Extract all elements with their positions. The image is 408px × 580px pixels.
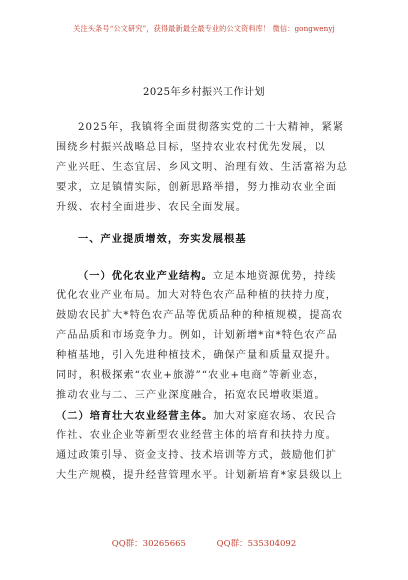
sub-2-line-4: 大生产规模，提升经营管理水平。计划新培育*家县级以上 <box>56 470 344 481</box>
section-1-heading: 一、产业提质增效，夯实发展根基 <box>78 233 247 245</box>
sub-1-line-6: 同时，积极探索“农业+旅游”“农业+电商”等新业态， <box>56 370 325 381</box>
sub-1-label: （一）优化农业产业结构。 <box>78 270 213 282</box>
footer-contact <box>0 537 408 549</box>
footer-qq-group-2: QQ群：535304092 <box>216 539 297 549</box>
sub-1-line-4: 产品品质和市场竞争力。例如，计划新增*亩*特色农产品 <box>56 330 338 341</box>
intro-line-4: 要求，立足镇情实际，创新思路举措，努力推动农业全面 <box>56 182 337 193</box>
sub-1-first-line <box>78 270 336 283</box>
intro-line-2: 围绕乡村振兴战略总目标，坚持农业农村优先发展，以 <box>56 142 326 153</box>
sub-1-line-3: 鼓励农民扩大*特色农产品等优质品种的种植规模，提高农 <box>56 310 344 321</box>
sub-2-first-line <box>56 410 337 423</box>
sub-2-first-line-text: 加大对家庭农场、农民合 <box>213 411 337 422</box>
sub-1-first-line-text: 立足本地资源优势，持续 <box>212 271 337 282</box>
sub-1-line-5: 种植基地，引入先进种植技术，确保产量和质量双提升。 <box>56 350 337 361</box>
footer-qq-group-1: QQ群：30265665 <box>111 539 186 549</box>
intro-line-3: 产业兴旺、生态宜居、乡风文明、治理有效、生活富裕为总 <box>56 162 349 173</box>
sub-2-line-2: 作社、农业企业等新型农业经营主体的培育和扶持力度。 <box>56 430 337 441</box>
document-title: 2025年乡村振兴工作计划 <box>143 87 265 98</box>
sub-2-label: （二）培育壮大农业经营主体。 <box>56 410 214 422</box>
intro-line-5: 升级、农村全面进步、农民全面发展。 <box>56 202 248 213</box>
sub-1-line-2: 优化农业产业布局。加大对特色农产品种植的扶持力度， <box>56 290 337 301</box>
header-promo-note: 关注头条号“公文研究”，获得最新最全最专业的公文资料库！ 微信：gongwenyj <box>73 24 335 33</box>
sub-1-line-7: 推动农业与二、三产业深度融合，拓宽农民增收渠道。 <box>56 390 326 401</box>
intro-line-1: 2025年，我镇将全面贯彻落实党的二十大精神，紧紧 <box>78 122 345 133</box>
sub-2-line-3: 通过政策引导、资金支持、技术培训等方式，鼓励他们扩 <box>56 450 337 461</box>
